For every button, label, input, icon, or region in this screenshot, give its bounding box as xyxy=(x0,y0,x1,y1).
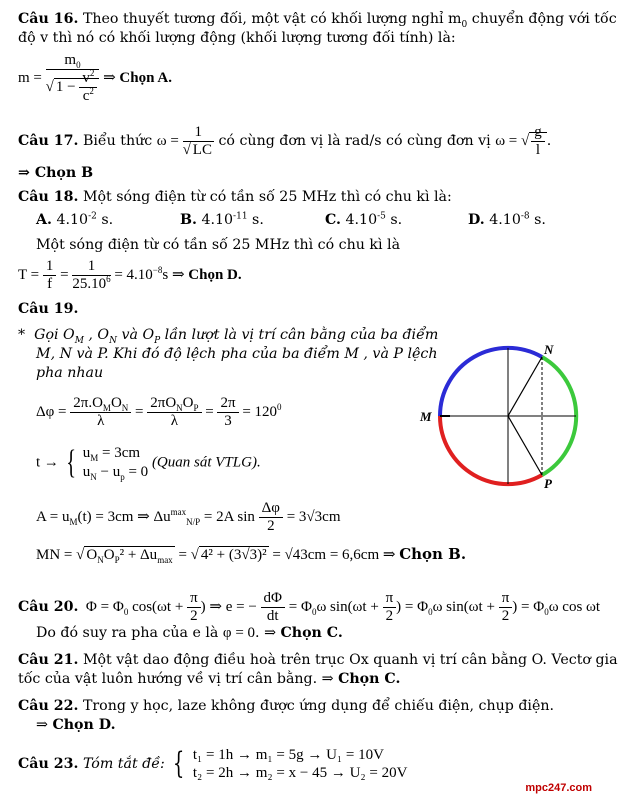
q19-answer: Chọn B. xyxy=(399,545,467,563)
q16-text2: chuyển động với tốc xyxy=(467,11,617,27)
q17-expr1-lhs: ω = xyxy=(156,132,179,149)
q16-lhs: m = xyxy=(18,69,42,86)
q19-mn: MN = √ $O_NO_P^2 + \Delta u_{max}$ = √ 4² + (3√3)² = √43cm = 6,6cm ⇒ Chọn B. xyxy=(36,545,467,565)
q17-text2: có cùng đơn vị là rad/s có cùng đơn vị xyxy=(218,132,491,149)
q17-expr2-den: l xyxy=(535,142,541,158)
q18-option-c: C. $4.10^{-5}$ s. xyxy=(325,211,403,228)
q19-label: Câu 19. xyxy=(18,301,79,317)
q16-den-den: c xyxy=(82,88,90,104)
q18-option-b: B. $4.10^{-11}$ s. xyxy=(180,211,264,228)
question-17: Câu 17. Biểu thức ω = $\frac{1}{√ LC}$ có cùng đơn vị là rad/s có cùng đơn vị ω = √ $\frac{g}{l}$ . xyxy=(18,124,552,158)
question-21: Câu 21. Một vật dao động điều hoà trên trục Ox quanh vị trí cân bằng O. Vectơ gia tốc của vật luôn hướng về vị trí cân bằng. ⇒ Chọn C. xyxy=(18,652,618,687)
question-16 xyxy=(18,10,617,48)
footer-watermark: mpc247.com xyxy=(525,782,592,794)
q20-conclusion: Do đó suy ra pha của e là φ = 0. ⇒ Chọn C. xyxy=(36,625,343,641)
q17-label: Câu 17. xyxy=(18,132,79,149)
q20-answer: Chọn C. xyxy=(280,625,343,641)
q16-sub: 0 xyxy=(461,19,468,30)
q17-expr2-num: g xyxy=(531,124,545,142)
q16-num-sub: 0 xyxy=(76,60,81,70)
radius-p xyxy=(508,416,542,475)
q22-answer: Chọn D. xyxy=(52,717,116,733)
q16-den-num: v xyxy=(82,70,90,86)
question-22: Câu 22. Trong y học, laze không được ứng dụng để chiếu điện, chụp điện. ⇒ Chọn D. xyxy=(18,698,554,733)
q17-expr2-lhs: ω = xyxy=(495,132,518,149)
q17-answer: ⇒ Chọn B xyxy=(18,165,94,181)
question-23: Câu 23. Tóm tắt đề: { t₁ = 1h → m₁ = 5g → U₁ = 10V t₂ = 2h → m₂ = x − 45 → U₂ = 20V xyxy=(18,746,408,781)
q18-explain: Một sóng điện từ có tần số 25 MHz thì có chu kì là xyxy=(36,237,401,253)
arc-red xyxy=(440,416,542,484)
question-18 xyxy=(18,188,452,207)
question-20: Câu 20. $\Phi = \Phi_0$ cos(ωt + $\frac{\pi}{2}$ ) ⇒ e = − $\frac{d\Phi}{dt}$ = $\Phi_0\omega$ sin(ωt + $\frac{\pi}{2}$ ) = $\Phi_0\omega$ sin(ωt + $\frac{\pi}{2}$ ) = $\Phi_0\omega$ cos ωt xyxy=(18,590,601,624)
q17-expr1-num: 1 xyxy=(183,124,214,142)
q16-label: Câu 16. xyxy=(18,11,79,27)
q20-label: Câu 20. xyxy=(18,598,79,615)
q18-label: Câu 18. xyxy=(18,189,79,205)
q17-expr1-den: LC xyxy=(192,142,212,158)
q17-period: . xyxy=(546,132,552,149)
q18-option-a: A. $4.10^{-2}$ s. xyxy=(36,211,114,228)
label-p: P xyxy=(544,476,552,491)
radius-n xyxy=(508,357,542,416)
q17-text1: Biểu thức xyxy=(82,132,153,149)
q16-formula xyxy=(18,52,172,105)
q16-text1: Theo thuyết tương đối, một vật có khối lượng nghỉ m xyxy=(82,11,462,27)
q19-intro: * Gọi $O_M$ , $O_N$ và $O_P$ lần lượt là vị trí cân bằng của ba điểm M, N và P. Khi đó độ lệch pha của ba điểm M , và P lệch pha nhau xyxy=(18,327,439,381)
phase-circle-diagram xyxy=(420,340,590,490)
arc-blue xyxy=(440,348,542,416)
q18-formula: T = $\frac{1}{f}$ = $\frac{1}{25.10^6}$ = $4.10^{-8}s$ ⇒ Chọn D. xyxy=(18,258,242,292)
q19-amplitude: $A = u_M(t) = 3cm$ ⇒ $\Delta u^{max}_{N/P} = 2A$ sin $\frac{\Delta\varphi}{2}$ = 3√3cm xyxy=(36,500,341,534)
q18-option-d: D. $4.10^{-8}$ s. xyxy=(468,211,546,228)
q21-answer: Chọn C. xyxy=(338,671,401,687)
q18-answer: Chọn D. xyxy=(188,266,242,283)
q16-fraction: $m_0$ √ 1 − $\frac{v^2}{c^2}$ xyxy=(46,52,100,105)
q16-den-a: 1 − xyxy=(55,78,76,95)
q16-num: m xyxy=(64,52,77,68)
q16-line2: độ v thì nó có khối lượng động (khối lượng tương đối tính) là: xyxy=(18,30,456,46)
q19-system: t → { $u_M = 3cm$ $u_N - u_p = 0$ (Quan sát VTLG). xyxy=(36,444,261,482)
label-n: N xyxy=(544,342,554,357)
q19-dphi: Δφ = $\frac{2\pi.O_MO_N}{\lambda}$ = $\frac{2\pi O_NO_P}{\lambda}$ = $\frac{2\pi}{3}$ = $120^0$ xyxy=(36,395,282,429)
q16-implies: ⇒ xyxy=(103,69,116,86)
label-m: M xyxy=(420,409,432,424)
q18-text: Một sóng điện từ có tần số 25 MHz thì có chu kì là: xyxy=(82,189,452,205)
q16-answer: Chọn A. xyxy=(119,69,172,86)
